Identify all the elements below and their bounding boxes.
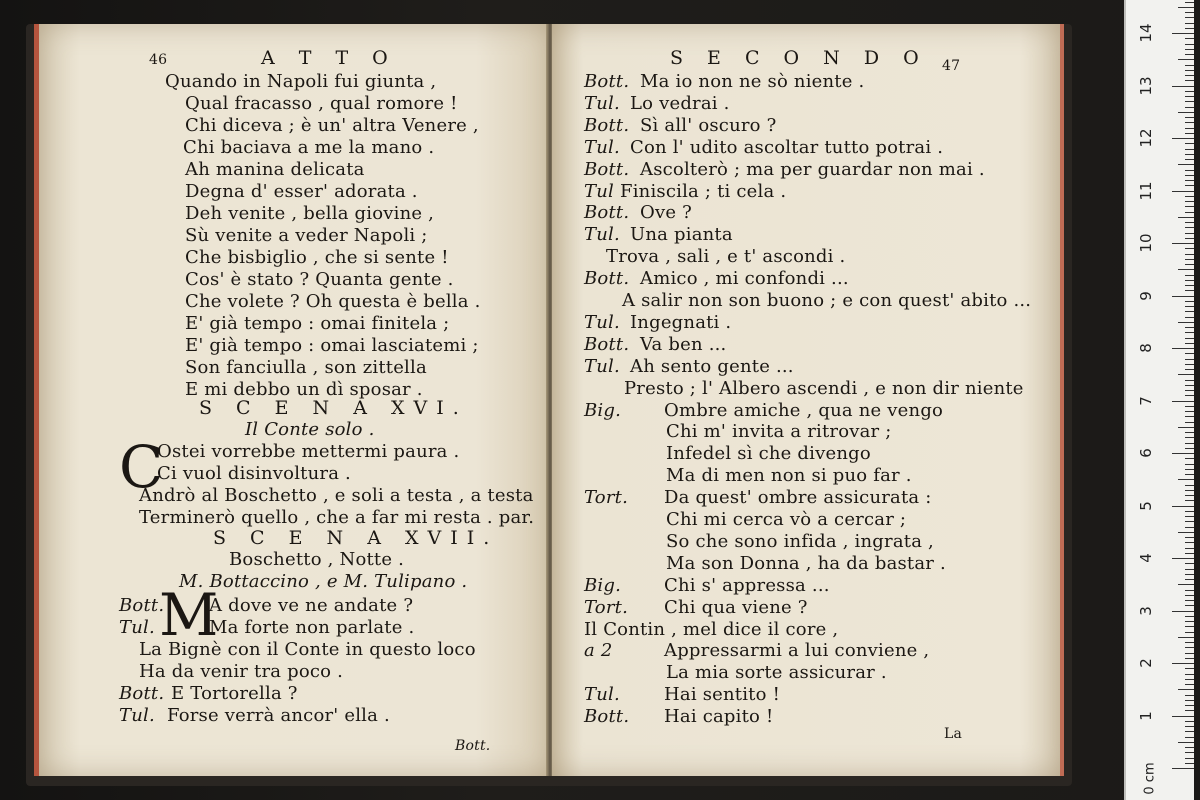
ruler-tick: [1185, 758, 1194, 759]
dialogue-line: Chi mi cerca vò a cercar ;: [666, 509, 907, 530]
dialogue-line: Con l' udito ascoltar tutto potrai .: [630, 136, 944, 158]
ruler-tick: [1185, 464, 1194, 465]
ruler-tick: [1185, 96, 1194, 97]
ruler-tick: [1185, 2, 1194, 3]
ruler-tick: [1172, 401, 1194, 402]
ruler-tick: [1185, 647, 1194, 648]
speaker-label: Tul.: [119, 617, 155, 638]
ruler-tick: [1185, 359, 1194, 360]
dialogue-line: Chi s' appressa ...: [664, 574, 830, 596]
verse-line: Ah manina delicata: [185, 159, 365, 180]
ruler-tick: [1185, 422, 1194, 423]
drop-cap: C: [119, 433, 164, 501]
dialogue-line: Hai capito !: [664, 706, 774, 728]
ruler-tick: [1172, 33, 1194, 34]
ruler-tick: [1185, 275, 1194, 276]
ruler-tick: [1185, 621, 1194, 622]
ruler-tick: [1185, 17, 1194, 18]
ruler-tick: [1185, 385, 1194, 386]
ruler-tick: [1185, 180, 1194, 181]
ruler-tick: [1185, 264, 1194, 265]
ruler-tick: [1172, 716, 1194, 717]
dialogue-line: Chi qua viene ?: [664, 596, 808, 618]
ruler-number: 8: [1137, 343, 1155, 353]
speaker-label: Big.: [584, 574, 622, 596]
ruler-tick: [1172, 138, 1194, 139]
verse-line: Degna d' esser' adorata .: [185, 181, 418, 202]
speaker-label: Tul.: [584, 136, 620, 158]
ruler-number: 7: [1137, 395, 1155, 406]
ruler-tick: [1172, 506, 1194, 507]
ruler-tick: [1185, 626, 1194, 627]
ruler-tick: [1185, 474, 1194, 475]
ruler-tick: [1185, 49, 1194, 50]
ruler-tick: [1185, 364, 1194, 365]
ruler-tick: [1185, 222, 1194, 223]
dialogue-line: Ah sento gente ...: [630, 355, 794, 377]
ruler-tick: [1185, 395, 1194, 396]
ruler-tick: [1185, 75, 1194, 76]
ruler-tick: [1178, 112, 1194, 113]
dialogue-line: Ma son Donna , ha da bastar .: [666, 552, 946, 574]
ruler-tick: [1185, 290, 1194, 291]
ruler-tick: [1178, 322, 1194, 323]
right-page: [552, 24, 1064, 776]
ruler-number: 3: [1137, 605, 1155, 616]
ruler-tick: [1185, 726, 1194, 727]
verse-line: E' già tempo : omai lasciatemi ;: [185, 335, 479, 356]
ruler-tick: [1185, 674, 1194, 675]
ruler-tick: [1185, 280, 1194, 281]
ruler-tick: [1185, 658, 1194, 659]
page-number: 47: [942, 58, 961, 74]
ruler-tick: [1178, 217, 1194, 218]
ruler-number: 2: [1137, 658, 1155, 668]
ruler-tick: [1185, 23, 1194, 24]
ruler-tick: [1185, 737, 1194, 738]
ruler-tick: [1185, 332, 1194, 333]
ruler-tick: [1185, 574, 1194, 575]
ruler-tick: [1185, 338, 1194, 339]
dialogue-line: La Bignè con il Conte in questo loco: [139, 639, 476, 660]
ruler-tick: [1185, 327, 1194, 328]
ruler-tick: [1185, 679, 1194, 680]
ruler-number: 1: [1137, 710, 1155, 721]
ruler-tick: [1185, 752, 1194, 753]
scene-setting: Boschetto , Notte .: [229, 549, 405, 570]
ruler-tick: [1185, 122, 1194, 123]
ruler-tick: [1185, 700, 1194, 701]
ruler-number: 9: [1137, 290, 1155, 301]
ruler-number: 11: [1137, 180, 1155, 201]
speaker-label: Tul.: [584, 355, 620, 377]
verse-line: Sù venite a veder Napoli ;: [185, 225, 428, 246]
ruler-tick: [1185, 38, 1194, 39]
ruler-tick: [1185, 201, 1194, 202]
ruler-tick: [1178, 59, 1194, 60]
dialogue-line: Ma forte non parlate .: [209, 617, 415, 638]
speaker-label: Tort.: [584, 487, 629, 509]
ruler-tick: [1172, 348, 1194, 349]
ruler-tick: [1185, 406, 1194, 407]
ruler-tick: [1172, 558, 1194, 559]
ruler-tick: [1185, 154, 1194, 155]
speaker-label: Tort.: [584, 596, 629, 618]
ruler-tick: [1185, 285, 1194, 286]
dialogue-line: La mia sorte assicurar .: [666, 662, 887, 684]
dialogue-line: So che sono infida , ingrata ,: [666, 530, 934, 552]
ruler-tick: [1185, 684, 1194, 685]
ruler-tick: [1185, 128, 1194, 129]
ruler-tick: [1185, 306, 1194, 307]
ruler-tick: [1185, 390, 1194, 391]
ruler-tick: [1185, 495, 1194, 496]
verse-line: E' già tempo : omai finitela ;: [185, 313, 450, 334]
ruler-tick: [1185, 227, 1194, 228]
ruler-number: 4: [1137, 553, 1155, 563]
ruler-tick: [1185, 185, 1194, 186]
ruler-tick: [1172, 86, 1194, 87]
ruler-tick: [1185, 516, 1194, 517]
speaker-label: Bott.: [584, 71, 630, 92]
dialogue-line: Hai sentito !: [664, 684, 781, 706]
ruler-tick: [1185, 170, 1194, 171]
speaker-label: Bott.: [584, 333, 630, 355]
dialogue-line: Amico , mi confondi ...: [640, 268, 849, 290]
speaker-label: Big.: [584, 399, 622, 421]
ruler-tick: [1185, 80, 1194, 81]
ruler-number: 14: [1137, 23, 1155, 43]
verse-line: Ostei vorrebbe mettermi paura .: [157, 441, 460, 462]
ruler-tick: [1185, 149, 1194, 150]
ruler-tick: [1172, 663, 1194, 664]
ruler-tick: [1185, 70, 1194, 71]
ruler-tick: [1185, 511, 1194, 512]
ruler-tick: [1185, 380, 1194, 381]
ruler-number: 12: [1137, 128, 1155, 148]
ruler-tick: [1172, 296, 1194, 297]
ruler-tick: [1178, 584, 1194, 585]
ruler-tick: [1185, 432, 1194, 433]
ruler-number: 6: [1137, 448, 1155, 458]
ruler-tick: [1185, 248, 1194, 249]
ruler-tick: [1185, 747, 1194, 748]
ruler-tick: [1185, 731, 1194, 732]
verse-line: Chi baciava a me la mano .: [183, 137, 435, 158]
ruler-tick: [1185, 527, 1194, 528]
dialogue-line: Va ben ...: [640, 333, 727, 355]
dialogue-line: Infedel sì che divengo: [666, 443, 871, 465]
ruler-tick: [1185, 133, 1194, 134]
ruler-tick: [1185, 668, 1194, 669]
ruler-tick: [1185, 600, 1194, 601]
ruler-tick: [1185, 233, 1194, 234]
ruler-tick: [1185, 595, 1194, 596]
ruler-tick: [1185, 12, 1194, 13]
ruler-tick: [1185, 175, 1194, 176]
dialogue-line: Il Contin , mel dice il core ,: [584, 618, 839, 640]
ruler-unit-label: 0 cm: [1142, 762, 1158, 795]
ruler-tick: [1185, 369, 1194, 370]
speaker-label: Tul.: [584, 92, 620, 114]
ruler-tick: [1185, 569, 1194, 570]
ruler-tick: [1185, 54, 1194, 55]
dialogue-line: E Tortorella ?: [171, 683, 298, 704]
ruler-tick: [1185, 721, 1194, 722]
ruler-tick: [1178, 637, 1194, 638]
dialogue-line: Ma di men non si puo far .: [666, 465, 912, 487]
dialogue-line: Ombre amiche , qua ne vengo: [664, 399, 944, 421]
dialogue-line: Ingegnati .: [630, 311, 732, 333]
dialogue-line: Ha da venir tra poco .: [139, 661, 344, 682]
ruler-tick: [1185, 563, 1194, 564]
speaker-label: Bott.: [119, 683, 165, 704]
dialogue-line: Forse verrà ancor' ella .: [167, 705, 390, 726]
ruler-tick: [1185, 542, 1194, 543]
dialogue-line: A dove ve ne andate ?: [209, 595, 414, 616]
left-page: [34, 24, 553, 776]
ruler-tick: [1185, 469, 1194, 470]
ruler-tick: [1178, 427, 1194, 428]
ruler-tick: [1178, 269, 1194, 270]
verse-line: Deh venite , bella giovine ,: [185, 203, 435, 224]
speaker-label: Bott.: [584, 114, 630, 136]
dialogue-line: Sì all' oscuro ?: [640, 114, 777, 136]
verse-line: E mi debbo un dì sposar .: [185, 379, 423, 400]
speaker-label: Bott.: [584, 706, 630, 728]
dialogue-line: Una pianta: [630, 224, 733, 246]
dialogue-line: A salir non son buono ; e con quest' abito ...: [622, 290, 1032, 311]
verse-line: Quando in Napoli fui giunta ,: [165, 71, 437, 92]
dialogue-line: Ma io non ne sò niente .: [640, 71, 865, 92]
dialogue-line: Da quest' ombre assicurata :: [664, 487, 932, 509]
speaker-label: Bott.: [119, 595, 165, 616]
dialogue-line: Presto ; l' Albero ascendi , e non dir niente: [624, 377, 1024, 399]
ruler-tick: [1185, 448, 1194, 449]
ruler-tick: [1185, 579, 1194, 580]
verse-line: Terminerò quello , che a far mi resta . par.: [139, 507, 535, 528]
ruler-tick: [1185, 485, 1194, 486]
ruler-tick: [1185, 653, 1194, 654]
ruler-tick: [1185, 537, 1194, 538]
verse-line: Andrò al Boschetto , e soli a testa , a testa: [139, 485, 534, 506]
ruler-tick: [1185, 159, 1194, 160]
ruler-tick: [1185, 490, 1194, 491]
ruler-tick: [1185, 548, 1194, 549]
running-head: A T T O: [261, 47, 397, 69]
verse-line: Chi diceva ; è un' altra Venere ,: [185, 115, 479, 136]
speaker-label: Bott.: [584, 202, 630, 224]
ruler-tick: [1185, 763, 1194, 764]
ruler-tick: [1185, 705, 1194, 706]
ruler-tick: [1185, 28, 1194, 29]
dialogue-line: Appressarmi a lui conviene ,: [664, 640, 930, 662]
ruler-tick: [1185, 196, 1194, 197]
ruler-tick: [1185, 500, 1194, 501]
ruler-tick: [1185, 458, 1194, 459]
character-list: M. Bottaccino , e M. Tulipano .: [179, 571, 468, 592]
verse-line: Son fanciulla , son zittella: [185, 357, 427, 378]
ruler-tick: [1178, 374, 1194, 375]
dialogue-line: Finiscila ; ti cela .: [620, 180, 787, 202]
speaker-label: Tul.: [584, 311, 620, 333]
ruler-tick: [1185, 411, 1194, 412]
ruler-tick: [1185, 254, 1194, 255]
verse-line: Che bisbiglio , che si sente !: [185, 247, 449, 268]
ruler-tick: [1172, 191, 1194, 192]
ruler-tick: [1185, 44, 1194, 45]
speaker-label: Bott.: [584, 268, 630, 290]
speaker-label: Tul.: [584, 224, 620, 246]
ruler-tick: [1185, 317, 1194, 318]
ruler-tick: [1185, 695, 1194, 696]
dialogue-line: Lo vedrai .: [630, 92, 730, 114]
drop-cap: M: [159, 581, 219, 649]
dialogue-line: Trova , sali , e t' ascondi .: [606, 246, 846, 268]
catchword: La: [944, 726, 963, 742]
ruler-tick: [1185, 553, 1194, 554]
ruler-number: 5: [1137, 500, 1155, 511]
speaker-label: Tul.: [584, 684, 620, 706]
verse-line: Ci vuol disinvoltura .: [157, 463, 351, 484]
ruler-tick: [1178, 7, 1194, 8]
speaker-label: Tul.: [119, 705, 155, 726]
ruler-tick: [1185, 206, 1194, 207]
speaker-label: a 2: [584, 640, 613, 662]
ruler-tick: [1185, 605, 1194, 606]
speaker-label: Bott.: [584, 158, 630, 180]
ruler-number: 13: [1137, 75, 1155, 96]
ruler-tick: [1185, 117, 1194, 118]
ruler-tick: [1178, 164, 1194, 165]
ruler-tick: [1185, 416, 1194, 417]
ruler-tick: [1185, 107, 1194, 108]
scene-heading: S C E N A XVI.: [199, 397, 468, 419]
ruler-tick: [1178, 689, 1194, 690]
verse-line: Cos' è stato ? Quanta gente .: [185, 269, 454, 290]
running-head: S E C O N D O: [670, 47, 928, 69]
ruler-tick: [1185, 238, 1194, 239]
ruler-tick: [1185, 143, 1194, 144]
measurement-ruler: [1124, 0, 1194, 800]
catchword: Bott.: [455, 738, 491, 754]
ruler-tick: [1172, 768, 1194, 769]
speaker-label: Tul: [584, 180, 614, 202]
ruler-tick: [1185, 616, 1194, 617]
dialogue-line: Chi m' invita a ritrovar ;: [666, 421, 892, 443]
ruler-tick: [1185, 101, 1194, 102]
stage-direction: Il Conte solo .: [245, 419, 375, 440]
scene-heading: S C E N A XVII.: [213, 527, 499, 549]
ruler-tick: [1185, 91, 1194, 92]
dialogue-line: Ascolterò ; ma per guardar non mai .: [640, 158, 985, 180]
ruler-tick: [1185, 632, 1194, 633]
ruler-tick: [1178, 532, 1194, 533]
ruler-tick: [1185, 259, 1194, 260]
ruler-tick: [1185, 343, 1194, 344]
ruler-tick: [1172, 243, 1194, 244]
verse-line: Qual fracasso , qual romore !: [185, 93, 458, 114]
ruler-tick: [1185, 443, 1194, 444]
ruler-tick: [1185, 353, 1194, 354]
ruler-tick: [1185, 521, 1194, 522]
ruler-number: 10: [1137, 233, 1155, 253]
dialogue-line: Ove ?: [640, 202, 692, 224]
ruler-tick: [1185, 642, 1194, 643]
ruler-tick: [1185, 710, 1194, 711]
ruler-tick: [1185, 212, 1194, 213]
page-number: 46: [149, 52, 168, 68]
ruler-tick: [1172, 453, 1194, 454]
ruler-tick: [1178, 742, 1194, 743]
ruler-tick: [1185, 590, 1194, 591]
ruler-tick: [1185, 437, 1194, 438]
verse-line: Che volete ? Oh questa è bella .: [185, 291, 481, 312]
ruler-tick: [1185, 311, 1194, 312]
ruler-tick: [1185, 301, 1194, 302]
ruler-tick: [1172, 611, 1194, 612]
ruler-tick: [1178, 479, 1194, 480]
ruler-tick: [1185, 65, 1194, 66]
